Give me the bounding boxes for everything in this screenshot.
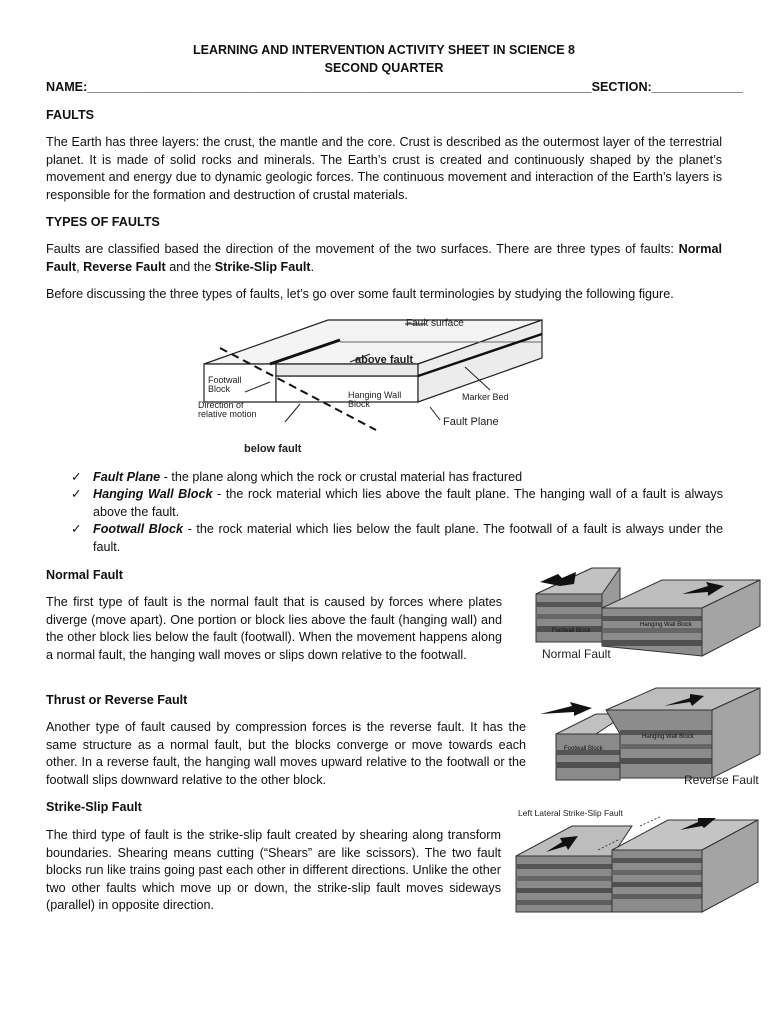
faults-intro: The Earth has three layers: the crust, the mantle and the core. Crust is described as the outermost layer of the terrestrial planet. It is made of solid rocks and minerals. The Earth’s crust is created and continuously shaped by the planet’s movement and energy due to dynamic geologic forces. The continuous movement and interaction of the Earth’s layers is responsible for the formation and destruction of crustal materials. — [46, 135, 722, 202]
strike-slip-term: Strike-Slip Fault — [214, 259, 311, 274]
fault-surface-label: Fault surface — [406, 318, 464, 329]
reverse-fault-caption: Reverse Fault — [684, 773, 759, 787]
sheet-subtitle: SECOND QUARTER — [324, 61, 444, 75]
hanging-wall-label-line1: Hanging Wall — [348, 390, 402, 400]
above-fault-label: above fault — [355, 354, 414, 366]
footwall-label-line1: Footwall — [208, 375, 242, 385]
marker-bed-label: Marker Bed — [462, 392, 509, 402]
normal-fault-heading: Normal Fault — [46, 568, 123, 582]
fault-terminology-figure — [190, 312, 550, 460]
normal-hanging-label: Hanging Wall Block — [640, 622, 692, 628]
normal-fault-caption: Normal Fault — [542, 647, 611, 661]
terminology-intro: Before discussing the three types of faults, let’s go over some fault terminologies by studying the following figure. — [46, 287, 674, 301]
strike-slip-heading: Strike-Slip Fault — [46, 800, 142, 814]
footwall-label-line2: Block — [208, 384, 231, 394]
fault-plane-label: Fault Plane — [443, 416, 499, 428]
reverse-fault-text: Another type of fault caused by compression forces is the reverse fault. It has the same structure as a normal fault, but the blocks converge or move towards each other. In a reverse fault, the hanging wall moves upward relative to the footwall or the footwall slips downward relative to the other block. — [46, 720, 526, 787]
normal-footwall-label: Footwall Block — [552, 628, 591, 634]
strike-slip-figure — [512, 804, 764, 916]
strike-slip-text: The third type of fault is the strike-slip fault created by shearing along transform boundaries. Shearing means cutting (“Shears” are like scissors). The two fault blocks run like trains going past each other in different directions. Unlike the other two other faults which move up or down, the strike-slip fault moves sideways (parallel) in opposite direction. — [46, 828, 501, 912]
reverse-hanging-label: Hanging Wall Block — [642, 734, 694, 740]
faults-heading: FAULTS — [46, 108, 95, 122]
strike-slip-caption: Left Lateral Strike-Slip Fault — [518, 808, 623, 818]
term-hanging-wall: ✓ Hanging Wall Block - the rock material which lies above the fault plane. The hanging wall of a fault is always above the fault. — [71, 487, 724, 519]
term-footwall: ✓ Footwall Block - the rock material which lies below the fault plane. The footwall of a fault is always under the fault. — [71, 522, 723, 554]
below-fault-label: below fault — [244, 443, 302, 455]
reverse-fault-figure — [536, 684, 766, 788]
types-heading: TYPES OF FAULTS — [46, 215, 160, 229]
reverse-fault-term: Reverse Fault — [83, 259, 166, 274]
checkmark-icon: ✓ — [71, 470, 82, 484]
sheet-title: LEARNING AND INTERVENTION ACTIVITY SHEET IN SCIENCE 8 — [193, 43, 575, 57]
reverse-footwall-label: Footwall Block — [564, 746, 603, 752]
direction-label-line2: relative motion — [198, 409, 257, 419]
checkmark-icon: ✓ — [71, 487, 82, 501]
types-paragraph: Faults are classified based the direction of the movement of the two surfaces. There are three types of faults: Normal Fault, Reverse Fault and the Strike-Slip Fault. — [46, 242, 722, 274]
direction-label-line1: Direction of — [198, 400, 244, 410]
section-label: SECTION: — [591, 80, 652, 94]
name-blank[interactable]: ________________________________________________________________________ — [87, 80, 592, 94]
name-section-line — [46, 80, 743, 94]
name-label: NAME: — [46, 80, 88, 94]
section-blank[interactable]: _____________ — [651, 80, 743, 94]
normal-fault-text: The first type of fault is the normal fault that is caused by forces where plates diverge (move apart). One portion or block lies above the fault (hanging wall) and the other block lies below the fault (footwall). When the movement happens along a normal fault, the hanging wall moves or slips down relative to the footwall. — [46, 595, 502, 662]
reverse-fault-heading: Thrust or Reverse Fault — [46, 693, 188, 707]
term-fault-plane: ✓ Fault Plane - the plane along which the rock or crustal material has fractured — [71, 469, 731, 487]
normal-fault-figure — [532, 564, 764, 668]
checkmark-icon: ✓ — [71, 522, 82, 536]
normal-fault-term: Normal Fault — [46, 242, 722, 274]
hanging-wall-label-line2: Block — [348, 399, 371, 409]
